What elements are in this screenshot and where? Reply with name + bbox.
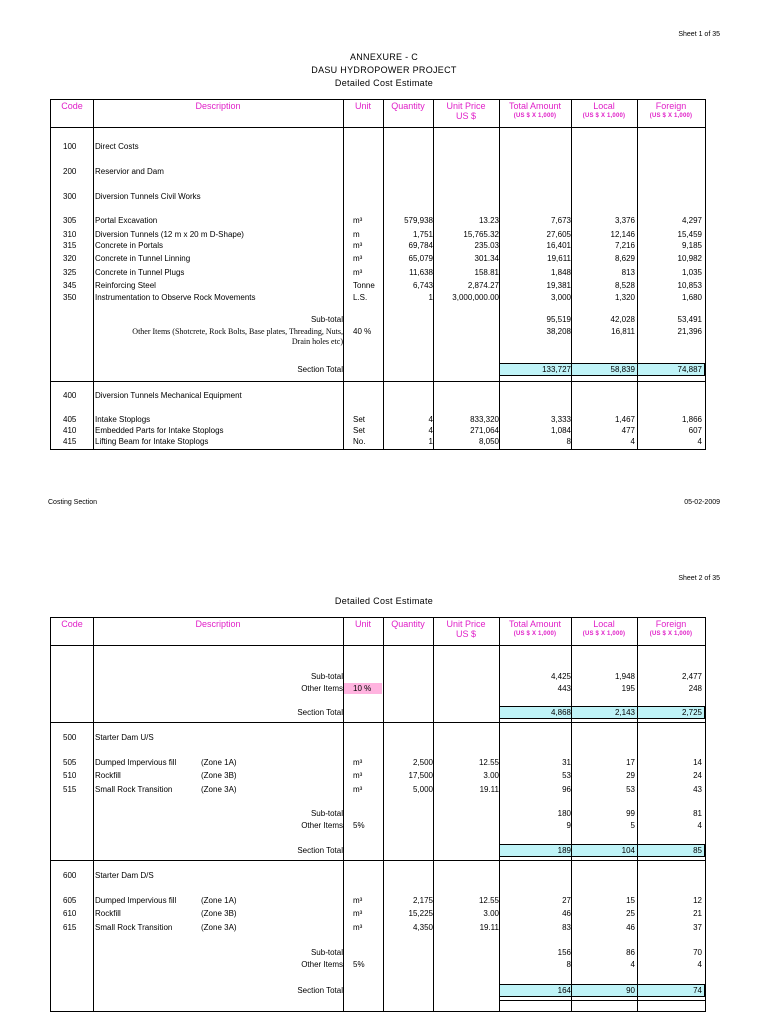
footer-date: 05-02-2009 xyxy=(684,499,720,506)
page-subtitle: Detailed Cost Estimate xyxy=(334,78,434,88)
table-row: 415 Lifting Beam for Intake Stoplogs No. 1 8,050 8 4 4 xyxy=(63,437,702,446)
annexure-title: ANNEXURE - C xyxy=(349,52,419,62)
table-row: 310 Diversion Tunnels (12 m x 20 m D-Shape) m 1,751 15,765.32 27,605 12,146 15,459 xyxy=(63,230,702,239)
page-subtitle: Detailed Cost Estimate xyxy=(334,596,434,606)
subtotal-row: Sub-total 156 86 70 xyxy=(310,948,702,957)
col-code-header: Code xyxy=(61,101,83,111)
subtotal-row: Sub-total 95,519 42,028 53,491 xyxy=(310,315,702,324)
subtotal-row: Sub-total 180 99 81 xyxy=(310,809,702,818)
col-local-header: Local (US $ X 1,000) xyxy=(582,101,626,119)
sheet-number: Sheet 1 of 35 xyxy=(678,31,720,38)
cost-table-sheet2 xyxy=(50,617,706,1012)
table-row: 505 Dumped Impervious fill (Zone 1A) m³ 2,500 12.55 31 17 14 xyxy=(63,758,702,767)
table-row: 325 Concrete in Tunnel Plugs m³ 11,638 158.81 1,848 813 1,035 xyxy=(63,268,702,277)
table-row: 315 Concrete in Portals m³ 69,784 235.03 16,401 7,216 9,185 xyxy=(63,241,702,250)
section-total-row: Section Total 164 90 74 xyxy=(297,986,702,995)
table-row: 500 Starter Dam U/S xyxy=(63,733,154,742)
footer-section-label: Costing Section xyxy=(48,499,98,506)
table-row: 100 Direct Costs xyxy=(63,142,139,151)
col-unit-header: Unit xyxy=(354,619,371,629)
col-quantity-header: Quantity xyxy=(391,619,425,629)
section-total-row: Section Total 133,727 58,839 74,887 xyxy=(297,365,702,374)
table-row: 320 Concrete in Tunnel Linning m³ 65,079 301.34 19,611 8,629 10,982 xyxy=(63,254,702,263)
col-unit-header: Unit xyxy=(354,101,371,111)
table-row: 610 Rockfill (Zone 3B) m³ 15,225 3.00 46 25 21 xyxy=(63,909,702,918)
section-total-row: Section Total 4,868 2,143 2,725 xyxy=(297,708,702,717)
col-local-header: Local (US $ X 1,000) xyxy=(582,619,626,637)
other-items-row: Other Items (Shotcrete, Rock Bolts, Base plates, Threading, Nuts, 40 % 38,208 16,811 21,396 xyxy=(132,327,702,336)
col-description-header: Description xyxy=(195,101,241,111)
sheet-number: Sheet 2 of 35 xyxy=(678,575,720,582)
cost-table-sheet1 xyxy=(50,99,706,450)
table-row: 410 Embedded Parts for Intake Stoplogs Set 4 271,064 1,084 477 607 xyxy=(63,426,702,435)
table-row: 305 Portal Excavation m³ 579,938 13.23 7,673 3,376 4,297 xyxy=(63,216,702,225)
col-quantity-header: Quantity xyxy=(391,101,425,111)
section-total-row: Section Total 189 104 85 xyxy=(297,846,702,855)
table-row: 405 Intake Stoplogs Set 4 833,320 3,333 1,467 1,866 xyxy=(63,415,702,424)
table-row: 615 Small Rock Transition (Zone 3A) m³ 4,350 19.11 83 46 37 xyxy=(63,923,702,932)
table-row: 605 Dumped Impervious fill (Zone 1A) m³ 2,175 12.55 27 15 12 xyxy=(63,896,702,905)
table-row: 345 Reinforcing Steel Tonne 6,743 2,874.27 19,381 8,528 10,853 xyxy=(63,281,702,290)
table-row: 515 Small Rock Transition (Zone 3A) m³ 5,000 19.11 96 53 43 xyxy=(63,785,702,794)
project-title: DASU HYDROPOWER PROJECT xyxy=(311,65,457,75)
col-foreign-header: Foreign (US $ X 1,000) xyxy=(649,101,693,119)
col-unit-price-header: Unit Price US $ xyxy=(446,619,486,639)
col-total-header: Total Amount (US $ X 1,000) xyxy=(508,101,562,119)
col-total-header: Total Amount (US $ X 1,000) xyxy=(508,619,562,637)
col-unit-price-header: Unit Price US $ xyxy=(446,101,486,121)
other-items-row: Other Items 10 % 443 195 248 xyxy=(301,684,702,693)
table-row: 200 Reservior and Dam xyxy=(63,167,164,176)
table-row: 350 Instrumentation to Observe Rock Movements L.S. 1 3,000,000.00 3,000 1,320 1,680 xyxy=(63,293,702,302)
other-items-row: Other Items 5% 8 4 4 xyxy=(301,960,702,969)
table-row: 300 Diversion Tunnels Civil Works xyxy=(63,192,201,201)
other-items-row: Other Items 5% 9 5 4 xyxy=(301,821,702,830)
col-code-header: Code xyxy=(61,619,83,629)
col-description-header: Description xyxy=(195,619,241,629)
table-row: 400 Diversion Tunnels Mechanical Equipment xyxy=(63,391,242,400)
table-row: 510 Rockfill (Zone 3B) m³ 17,500 3.00 53 29 24 xyxy=(63,771,702,780)
other-items-row-cont: Drain holes etc) xyxy=(291,337,343,346)
table-row: 600 Starter Dam D/S xyxy=(63,871,154,880)
col-foreign-header: Foreign (US $ X 1,000) xyxy=(649,619,693,637)
subtotal-row: Sub-total 4,425 1,948 2,477 xyxy=(310,672,702,681)
